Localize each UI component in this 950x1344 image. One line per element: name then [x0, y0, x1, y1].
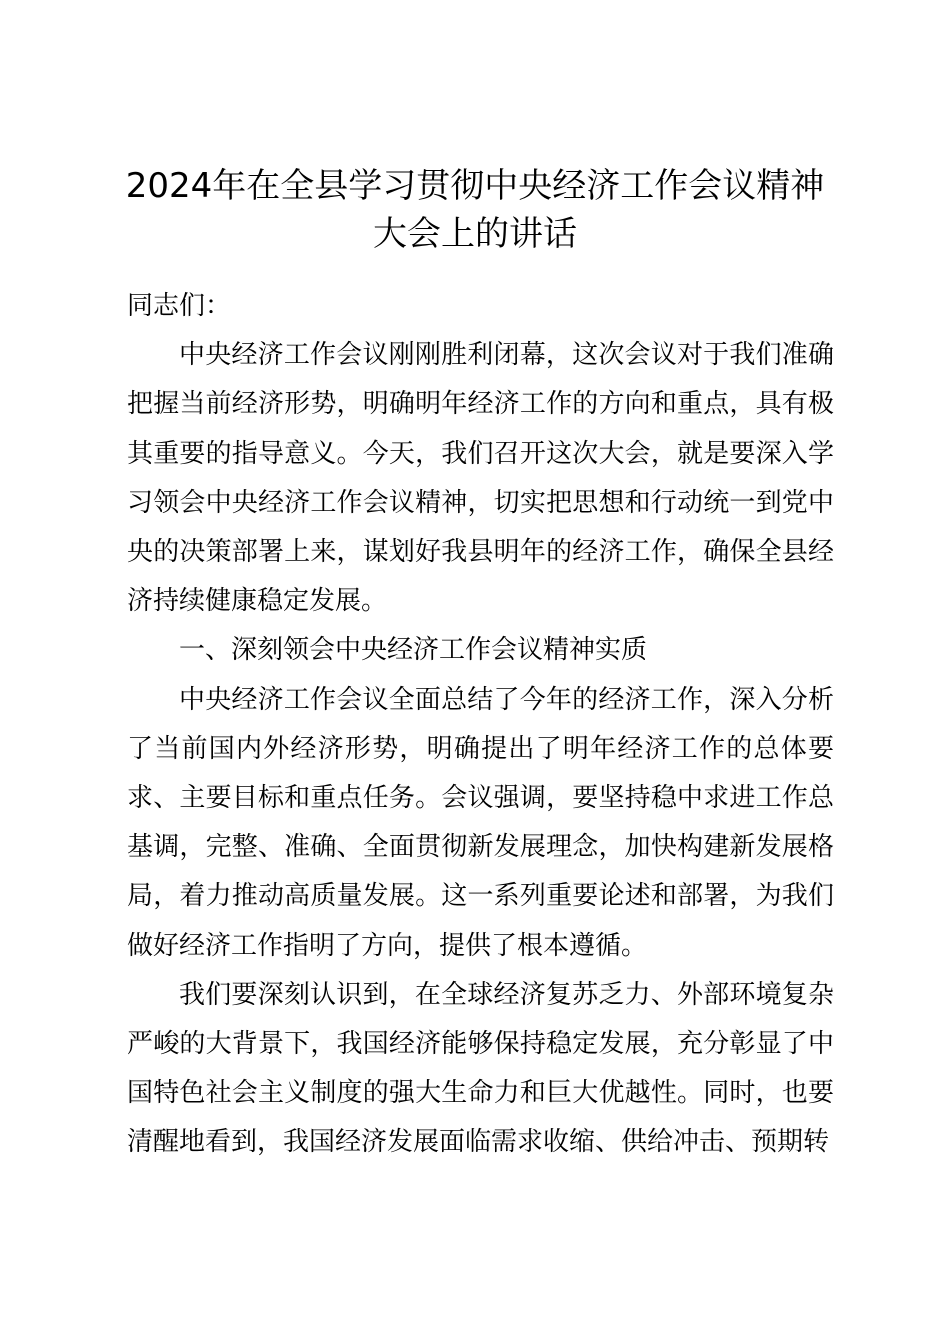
paragraph-intro: 中央经济工作会议刚刚胜利闭幕，这次会议对于我们准确把握当前经济形势，明确明年经济工作的方向和重点，具有极其重要的指导意义。今天，我们召开这次大会，就是要深入学习领会中央经济工作会议精神，切实把思想和行动统一到党中央的决策部署上来，谋划好我县明年的经济工作，确保全县经济持续健康稳定发展。 — [127, 340, 834, 617]
document-body — [127, 282, 834, 1168]
paragraph-summary: 中央经济工作会议全面总结了今年的经济工作，深入分析了当前国内外经济形势，明确提出了明年经济工作的总体要求、主要目标和重点任务。会议强调，要坚持稳中求进工作总基调，完整、准确、全面贯彻新发展理念，加快构建新发展格局，着力推动高质量发展。这一系列重要论述和部署，为我们做好经济工作指明了方向，提供了根本遵循。 — [127, 684, 834, 961]
page-title: 2024年在全县学习贯彻中央经济工作会议精神大会上的讲话 — [125, 166, 825, 254]
section-heading-1: 一、深刻领会中央经济工作会议精神实质 — [179, 635, 648, 666]
paragraph-analysis: 我们要深刻认识到，在全球经济复苏乏力、外部环境复杂严峻的大背景下，我国经济能够保持稳定发展，充分彰显了中国特色社会主义制度的强大生命力和巨大优越性。同时，也要清醒地看到，我国经济发展面临需求收缩、供给冲击、预期转 — [127, 979, 834, 1158]
salutation: 同志们： — [127, 291, 232, 321]
